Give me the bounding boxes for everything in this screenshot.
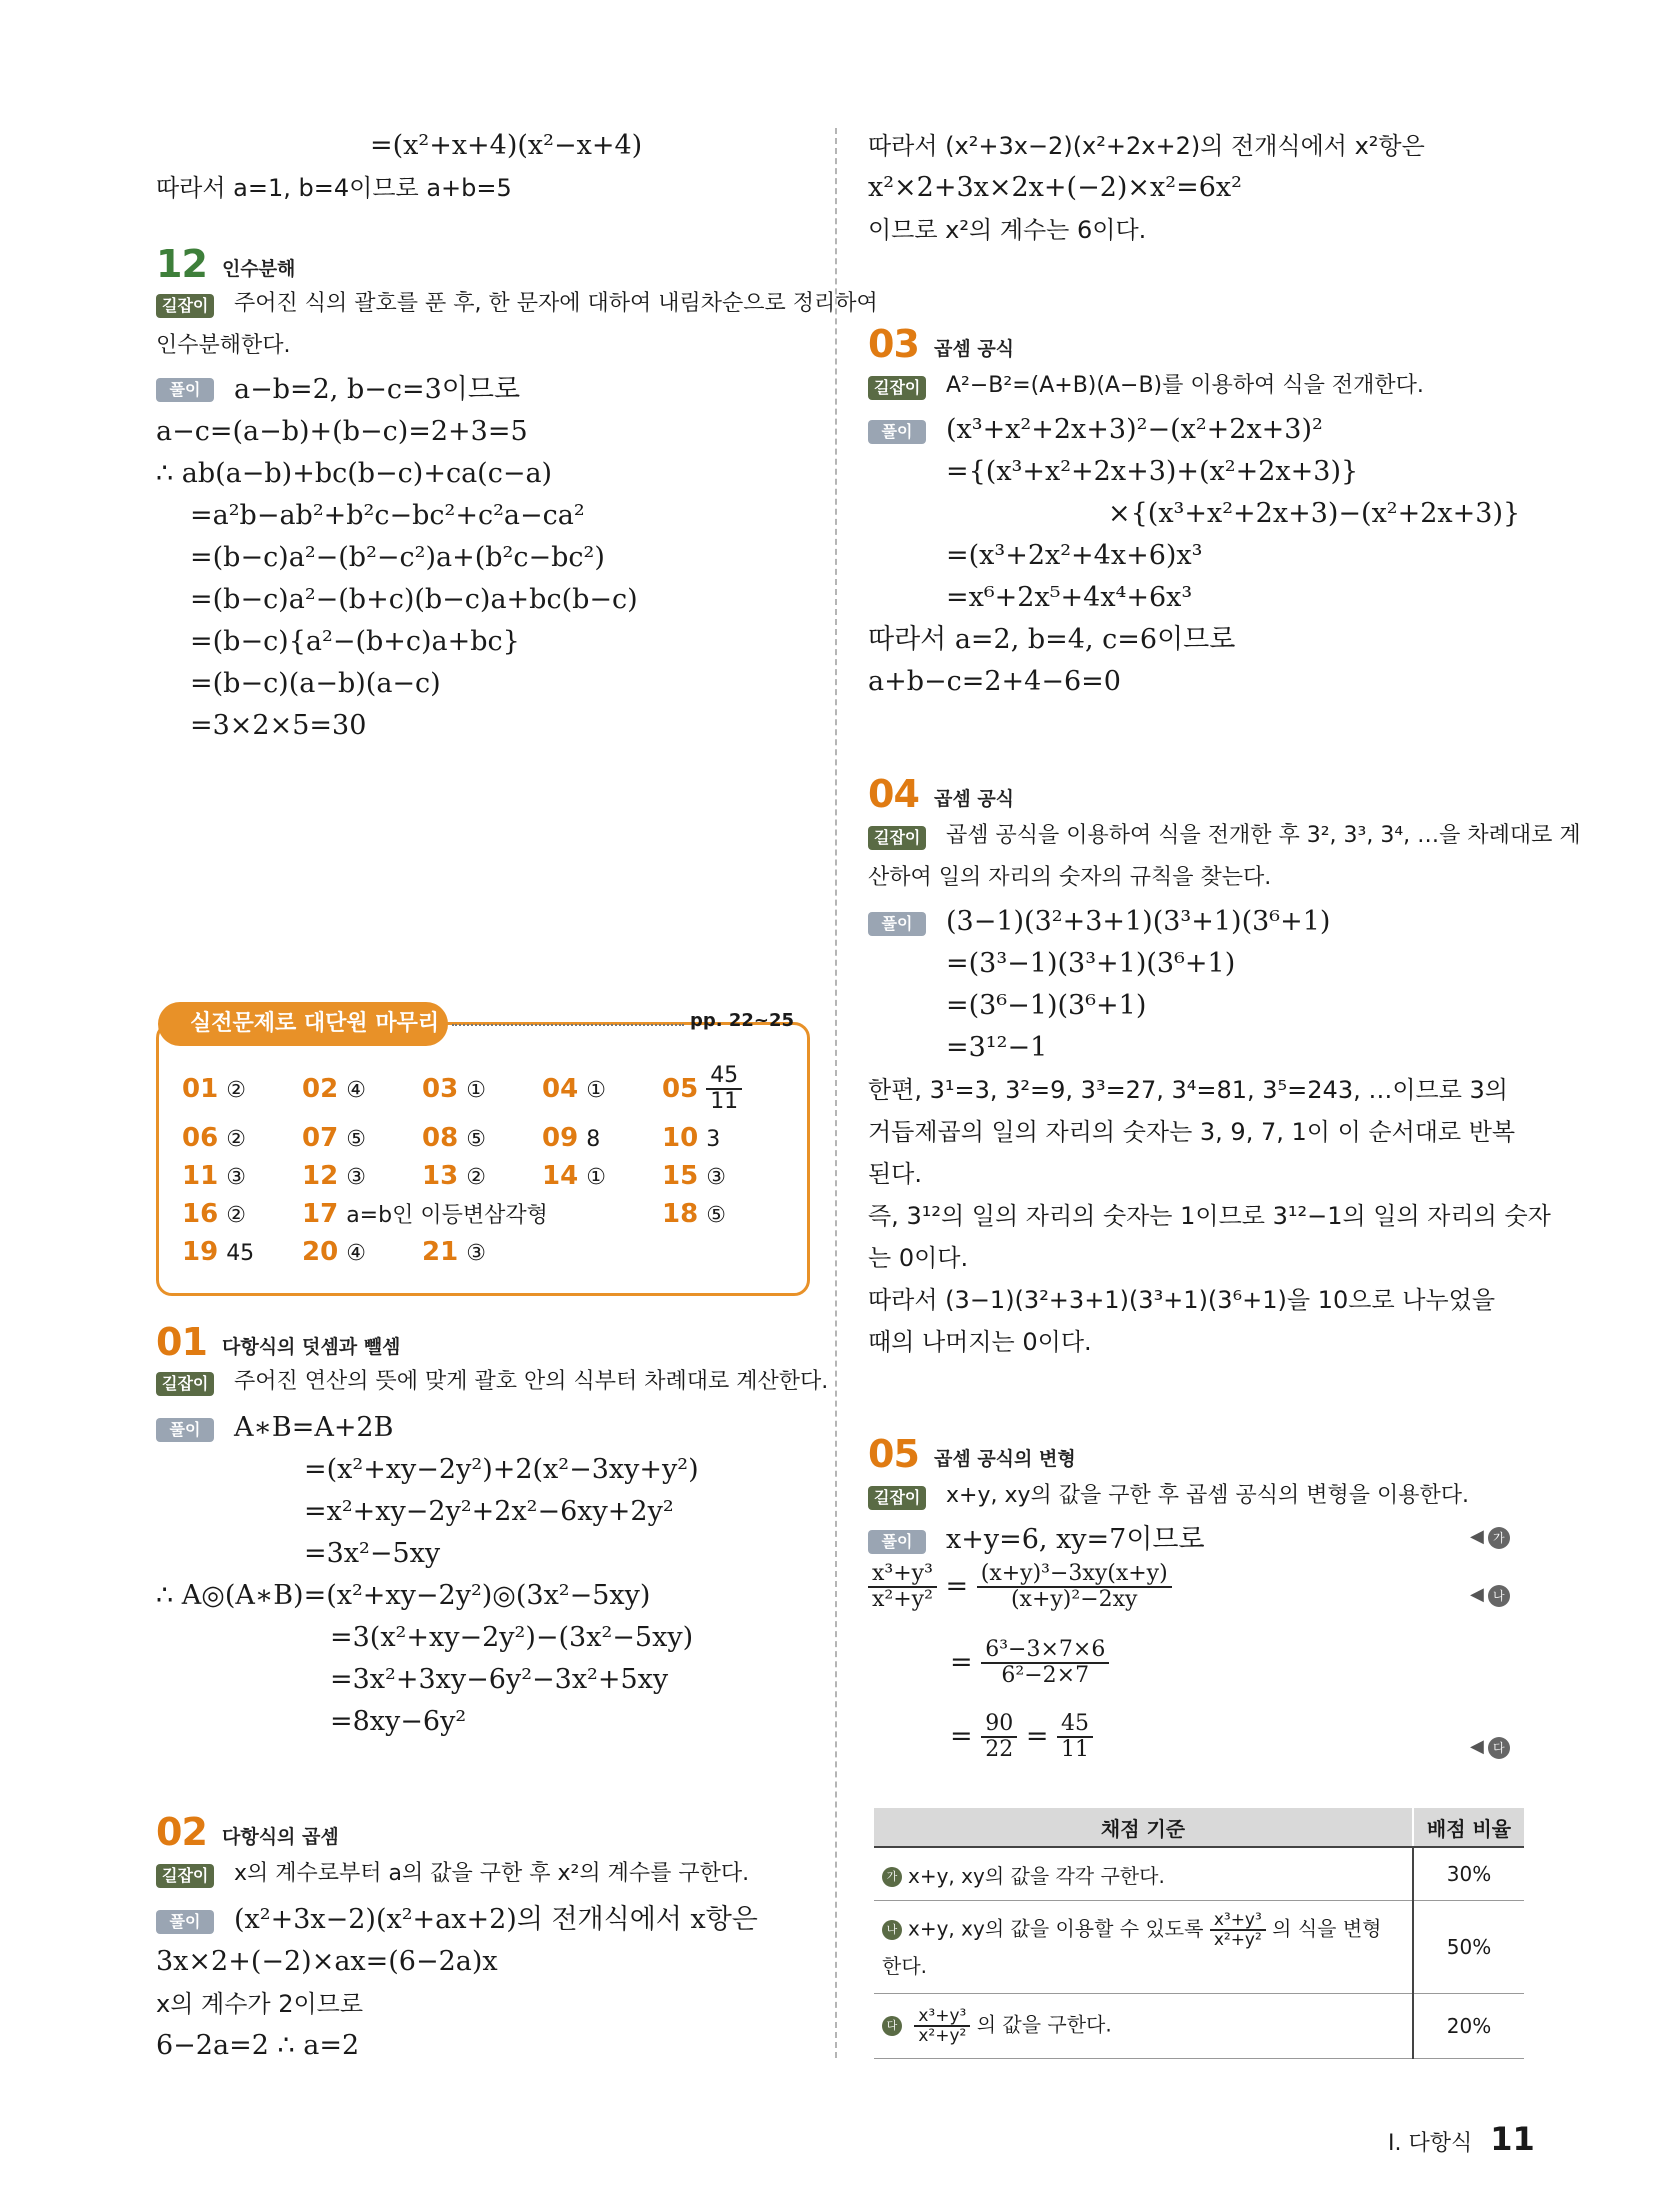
fraction: $\frac{\text{x³+y³}}{\text{x²+y²}}$ <box>914 2007 970 2045</box>
solution-line: =3¹²−1 <box>946 1032 1048 1063</box>
answer-item: 14 ① <box>542 1161 606 1191</box>
continued-line: x²×2+3x×2x+(−2)×x²=6x² <box>868 172 1242 203</box>
solution-line: =3x²−5xy <box>304 1538 441 1569</box>
hint-tag: 길잡이 <box>868 1486 926 1510</box>
solution-line: =(3⁶−1)(3⁶+1) <box>946 990 1147 1021</box>
answer-item: 05 $\frac{45}{11}$ <box>662 1064 742 1114</box>
solution-line: 따라서 a=2, b=4, c=6이므로 <box>868 624 1236 655</box>
step-marker: ◀ 다 <box>1470 1736 1510 1759</box>
solution-line: (3−1)(3²+3+1)(3³+1)(3⁶+1) <box>946 906 1331 937</box>
answer-item: 03 ① <box>422 1074 486 1104</box>
fraction: $\frac{45}{11}$ <box>1057 1712 1093 1762</box>
answer-item: 12 ③ <box>302 1161 366 1191</box>
table-row <box>874 1994 1524 2059</box>
solution-line: ∴ ab(a−b)+bc(b−c)+ca(c−a) <box>156 458 553 489</box>
fraction: $\frac{\text{x³+y³}}{\text{x²+y²}}$ <box>868 1562 937 1612</box>
continued-line: =(x²+x+4)(x²−x+4) <box>370 130 643 161</box>
answer-item: 16 ② <box>182 1199 246 1229</box>
problem-topic: 다항식의 곱셈 <box>222 1826 339 1848</box>
solution-line: =x²+xy−2y²+2x²−6xy+2y² <box>304 1496 674 1527</box>
solution-line: 따라서 (3−1)(3²+3+1)(3³+1)(3⁶+1)을 10으로 나누었을 <box>868 1286 1496 1314</box>
answer-item: 10 3 <box>662 1123 721 1153</box>
solution-line: (x²+3x−2)(x²+ax+2)의 전개식에서 x항은 <box>234 1904 758 1935</box>
solution-tag: 풀이 <box>868 1530 926 1554</box>
solution-line: 즉, 3¹²의 일의 자리의 숫자는 1이므로 3¹²−1의 일의 자리의 숫자 <box>868 1202 1551 1230</box>
solution-line: ×{(x³+x²+2x+3)−(x²+2x+3)} <box>1108 498 1521 529</box>
table-row <box>874 1901 1524 1994</box>
grading-header-criteria: 채점 기준 <box>874 1808 1413 1847</box>
solution-line: 한편, 3¹=3, 3²=9, 3³=27, 3⁴=81, 3⁵=243, …이므로 3의 <box>868 1076 1508 1104</box>
solution-line: (x³+x²+2x+3)²−(x²+2x+3)² <box>946 414 1323 445</box>
fraction-equation: = $\frac{\text{6³−3×7×6}}{\text{6²−2×7}}$ <box>950 1638 1109 1688</box>
solution-line: a−c=(a−b)+(b−c)=2+3=5 <box>156 416 528 447</box>
answer-item: 19 45 <box>182 1237 255 1267</box>
page-number: 11 <box>1490 2120 1535 2158</box>
solution-line: 3x×2+(−2)×ax=(6−2a)x <box>156 1946 498 1977</box>
solution-line: ={(x³+x²+2x+3)+(x²+2x+3)} <box>946 456 1359 487</box>
answer-item: 08 ⑤ <box>422 1123 486 1153</box>
hint-text: 주어진 연산의 뜻에 맞게 괄호 안의 식부터 차례대로 계산한다. <box>234 1369 829 1394</box>
answer-item: 09 8 <box>542 1123 601 1153</box>
hint-tag: 길잡이 <box>868 376 926 400</box>
problem-topic: 인수분해 <box>222 258 296 280</box>
continued-line: 따라서 (x²+3x−2)(x²+2x+2)의 전개식에서 x²항은 <box>868 132 1425 160</box>
hint-tag: 길잡이 <box>156 1372 214 1396</box>
answer-item: 02 ④ <box>302 1074 366 1104</box>
hint-text: 곱셈 공식을 이용하여 식을 전개한 후 3², 3³, 3⁴, …을 차례대로 계 <box>946 823 1581 848</box>
grading-criterion: 나 x+y, xy의 값을 이용할 수 있도록 $\frac{\text{x³+y³}}{\text{x²+y²}}$ 의 식을 변형 한다. <box>874 1901 1413 1994</box>
solution-tag: 풀이 <box>868 420 926 444</box>
problem-topic: 곱셈 공식 <box>934 338 1015 360</box>
answer-pages: pp. 22~25 <box>690 1010 795 1031</box>
table-row <box>874 1847 1524 1901</box>
solution-line: x+y=6, xy=7이므로 <box>946 1524 1205 1555</box>
step-mark: 다 <box>882 2016 902 2036</box>
answer-item: 21 ③ <box>422 1237 486 1267</box>
problem-number: 02 <box>156 1810 207 1854</box>
solution-line: =(b−c)a²−(b²−c²)a+(b²c−bc²) <box>190 542 605 573</box>
step-marker: ◀ 가 <box>1470 1526 1510 1549</box>
banner-dotted-line <box>452 1024 684 1026</box>
answer-item: 04 ① <box>542 1074 606 1104</box>
fraction: $\frac{\text{x³+y³}}{\text{x²+y²}}$ <box>1210 1911 1266 1949</box>
hint-text: x의 계수로부터 a의 값을 구한 후 x²의 계수를 구한다. <box>234 1861 750 1886</box>
hint-tag: 길잡이 <box>156 1864 214 1888</box>
solution-line: 때의 나머지는 0이다. <box>868 1328 1092 1356</box>
solution-tag: 풀이 <box>156 378 214 402</box>
answer-item: 01 ② <box>182 1074 246 1104</box>
solution-line: a−b=2, b−c=3이므로 <box>234 374 521 405</box>
solution-line: =(b−c)a²−(b+c)(b−c)a+bc(b−c) <box>190 584 638 615</box>
hint-text: 주어진 식의 괄호를 푼 후, 한 문자에 대하여 내림차순으로 정리하여 <box>234 291 878 316</box>
grading-pct: 20% <box>1413 1994 1524 2059</box>
grading-criterion: 다 $\frac{\text{x³+y³}}{\text{x²+y²}}$ 의 값을 구한다. <box>874 1994 1413 2059</box>
hint-text: 산하여 일의 자리의 숫자의 규칙을 찾는다. <box>868 865 1272 890</box>
grading-pct: 50% <box>1413 1901 1524 1994</box>
problem-number: 01 <box>156 1320 207 1364</box>
solution-line: 6−2a=2 ∴ a=2 <box>156 2030 360 2061</box>
hint-tag: 길잡이 <box>156 294 214 318</box>
column-divider <box>835 128 837 2058</box>
solution-tag: 풀이 <box>156 1418 214 1442</box>
continued-line: 따라서 a=1, b=4이므로 a+b=5 <box>156 174 512 202</box>
hint-tag: 길잡이 <box>868 826 926 850</box>
page-footer <box>1388 2120 1535 2158</box>
grading-table <box>874 1808 1524 2059</box>
fraction: $\frac{\text{(x+y)³−3xy(x+y)}}{\text{(x+y)²−2xy}}$ <box>977 1562 1172 1612</box>
solution-line: =(b−c){a²−(b+c)a+bc} <box>190 626 520 657</box>
solution-line: x의 계수가 2이므로 <box>156 1990 364 2018</box>
solution-line: =(3³−1)(3³+1)(3⁶+1) <box>946 948 1236 979</box>
hint-text: x+y, xy의 값을 구한 후 곱셈 공식의 변형을 이용한다. <box>946 1483 1469 1508</box>
solution-line: ∴ A◎(A∗B)=(x²+xy−2y²)◎(3x²−5xy) <box>156 1580 651 1611</box>
step-mark: 가 <box>882 1867 902 1887</box>
answer-item: 18 ⑤ <box>662 1199 726 1229</box>
solution-line: =(x²+xy−2y²)+2(x²−3xy+y²) <box>304 1454 699 1485</box>
problem-number: 05 <box>868 1432 919 1476</box>
hint-text: 인수분해한다. <box>156 333 291 358</box>
fraction-equation: $\frac{\text{x³+y³}}{\text{x²+y²}}$ = $\frac{\text{(x+y)³−3xy(x+y)}}{\text{(x+y)²−2xy}}$ <box>868 1562 1172 1612</box>
solution-tag: 풀이 <box>156 1910 214 1934</box>
solution-line: =3(x²+xy−2y²)−(3x²−5xy) <box>330 1622 694 1653</box>
answer-item: 15 ③ <box>662 1161 726 1191</box>
solution-line: =3x²+3xy−6y²−3x²+5xy <box>330 1664 669 1695</box>
answer-item: 20 ④ <box>302 1237 366 1267</box>
problem-number: 12 <box>156 242 207 286</box>
problem-number: 03 <box>868 322 919 366</box>
solution-line: =3×2×5=30 <box>190 710 367 741</box>
problem-topic: 곱셈 공식의 변형 <box>934 1448 1076 1470</box>
continued-line: 이므로 x²의 계수는 6이다. <box>868 216 1147 244</box>
solution-line: a+b−c=2+4−6=0 <box>868 666 1121 697</box>
answer-item: 11 ③ <box>182 1161 246 1191</box>
grading-header-ratio: 배점 비율 <box>1413 1808 1524 1847</box>
step-mark: 나 <box>882 1920 902 1940</box>
step-marker: ◀ 나 <box>1470 1584 1510 1607</box>
fraction: $\frac{90}{22}$ <box>981 1712 1017 1762</box>
grading-criterion: 가 x+y, xy의 값을 각각 구한다. <box>874 1847 1413 1901</box>
solution-line: 거듭제곱의 일의 자리의 숫자는 3, 9, 7, 1이 이 순서대로 반복 <box>868 1118 1516 1146</box>
answer-fraction: $\frac{45}{11}$ <box>706 1064 742 1114</box>
solution-line: =(b−c)(a−b)(a−c) <box>190 668 441 699</box>
fraction: $\frac{\text{6³−3×7×6}}{\text{6²−2×7}}$ <box>981 1638 1109 1688</box>
fraction-equation: = $\frac{90}{22}$ = $\frac{45}{11}$ <box>950 1712 1093 1762</box>
problem-topic: 곱셈 공식 <box>934 788 1015 810</box>
answer-item: 17 a=b인 이등변삼각형 <box>302 1199 548 1229</box>
solution-tag: 풀이 <box>868 912 926 936</box>
solution-line: 는 0이다. <box>868 1244 969 1272</box>
answer-item: 13 ② <box>422 1161 486 1191</box>
chapter-label: I. 다항식 <box>1388 2131 1473 2156</box>
solution-line: A∗B=A+2B <box>234 1412 394 1443</box>
solution-line: =8xy−6y² <box>330 1706 467 1737</box>
solution-line: =x⁶+2x⁵+4x⁴+6x³ <box>946 582 1193 613</box>
problem-number: 04 <box>868 772 919 816</box>
hint-text: A²−B²=(A+B)(A−B)를 이용하여 식을 전개한다. <box>946 373 1424 398</box>
solution-line: =(x³+2x²+4x+6)x³ <box>946 540 1203 571</box>
answer-banner: 실전문제로 대단원 마무리 <box>158 1002 448 1046</box>
answer-item: 07 ⑤ <box>302 1123 366 1153</box>
answer-item: 06 ② <box>182 1123 246 1153</box>
solution-line: 된다. <box>868 1160 922 1188</box>
problem-topic: 다항식의 덧셈과 뺄셈 <box>222 1336 401 1358</box>
solution-line: =a²b−ab²+b²c−bc²+c²a−ca² <box>190 500 585 531</box>
grading-pct: 30% <box>1413 1847 1524 1901</box>
